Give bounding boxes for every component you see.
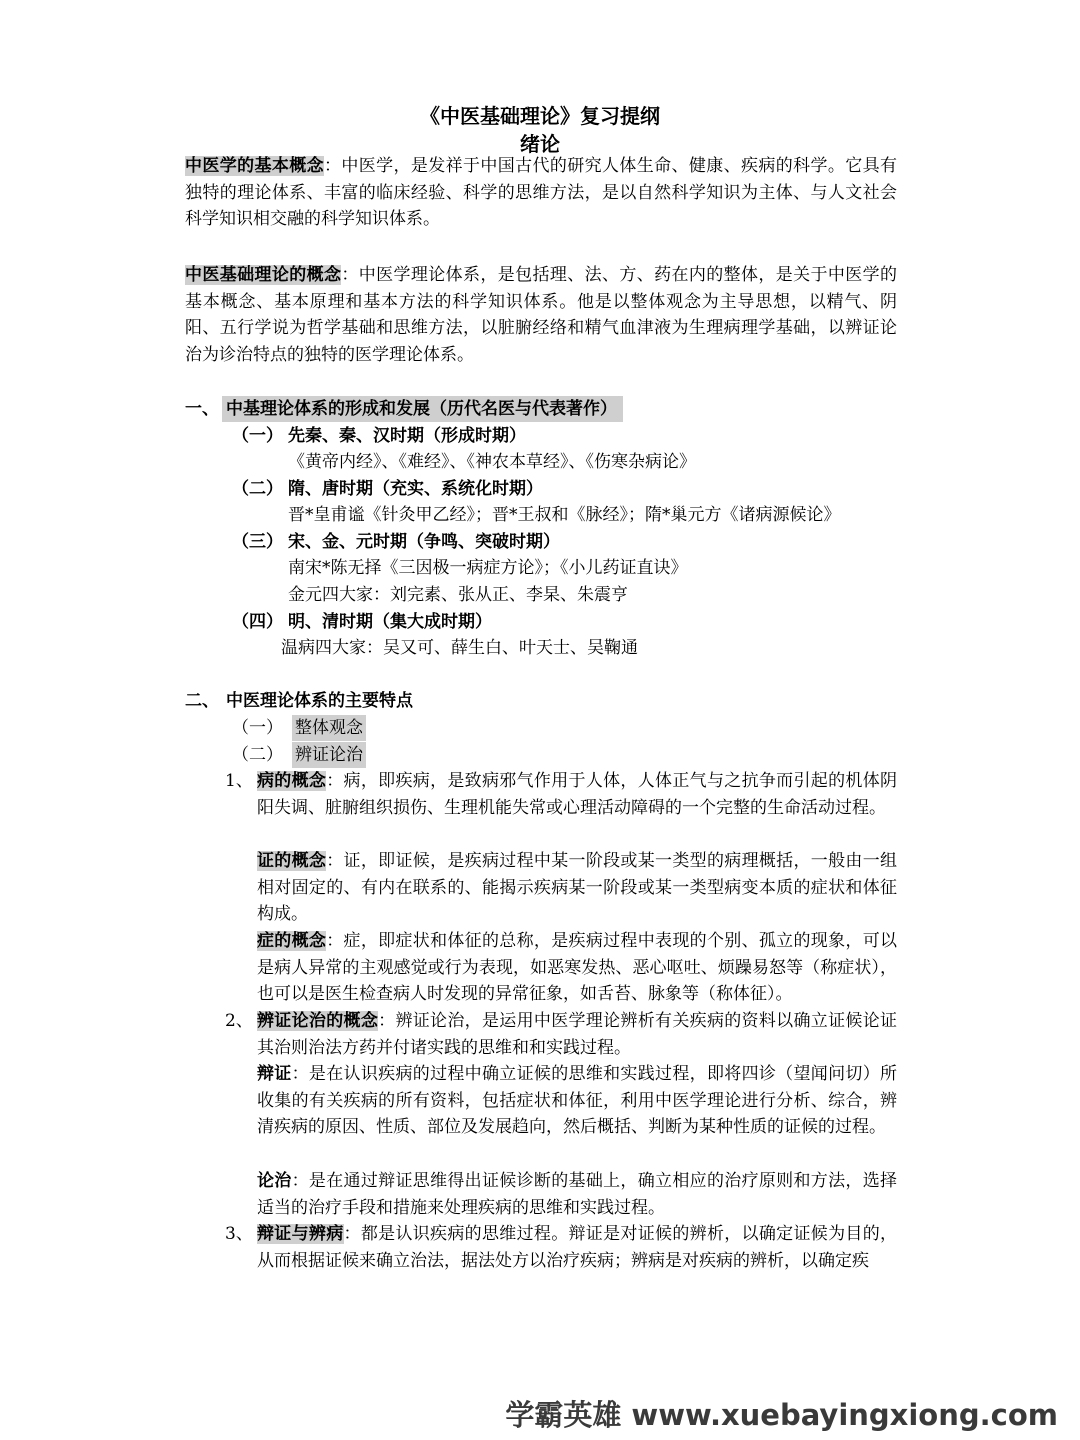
item-2-treatment [257, 1168, 897, 1221]
item-text: ：证，即证候，是疾病过程中某一阶段或某一类型的病理概括，一般由一组相对固定的、有内在联系的、能揭示疾病某一阶段或某一类型病变本质的症状和体征构成。 [257, 851, 898, 924]
doc-title: 《中医基础理论》复习提纲 [420, 104, 660, 128]
term-highlight: 中医学的基本概念 [185, 156, 324, 176]
subsection-1-3-title: 宋、金、元时期（争鸣、突破时期） [288, 532, 560, 552]
term-highlight: 中医基础理论的概念 [185, 265, 342, 285]
item-2-number: 2、 [225, 1011, 253, 1031]
item-2-differentiation [257, 1061, 897, 1141]
subsection-1-4-text: 温病四大家：吴又可、薛生白、叶天士、吴鞠通 [281, 638, 638, 658]
term-bold: 辩证 [257, 1064, 292, 1084]
item-text: ：是在通过辩证思维得出证候诊断的基础上，确立相应的治疗原则和方法，选择适当的治疗手段和措施来处理疾病的思维和实践过程。 [257, 1171, 898, 1218]
subsection-2-1-title: 整体观念 [292, 715, 366, 741]
item-1-number: 1、 [225, 771, 253, 791]
item-1-symptom-concept [257, 928, 897, 1008]
term-highlight: 症的概念 [257, 931, 327, 951]
subsection-1-2-text: 晋*皇甫谧《针灸甲乙经》；晋*王叔和《脉经》；隋*巢元方《诸病源候论》 [288, 505, 841, 525]
subsection-1-2-title: 隋、唐时期（充实、系统化时期） [288, 479, 543, 499]
item-text: ：都是认识疾病的思维过程。辩证是对证候的辨析，以确定证候为目的，从而根据证候来确立治法，据法处方以治疗疾病；辨病是对疾病的辨析，以确定疾 [257, 1224, 898, 1271]
section-2-title: 中医理论体系的主要特点 [226, 691, 413, 711]
term-highlight: 证的概念 [257, 851, 327, 871]
item-2-differentiation-concept [257, 1008, 897, 1061]
term-highlight: 辨证论治的概念 [257, 1011, 379, 1031]
item-1-syndrome-concept [257, 848, 897, 928]
subsection-1-1-title: 先秦、秦、汉时期（形成时期） [288, 426, 526, 446]
subsection-2-2-title: 辨证论治 [292, 742, 366, 768]
item-3-number: 3、 [225, 1224, 253, 1244]
subsection-1-4-number: （四） [232, 612, 283, 632]
section-1-title: 中基理论体系的形成和发展（历代名医与代表著作） [222, 396, 623, 422]
section-2-number: 二、 [185, 691, 219, 711]
term-bold: 论治 [257, 1171, 292, 1191]
doc-subtitle: 绪论 [520, 132, 560, 156]
watermark: 学霸英雄 www.xuebayingxiong.com [505, 1398, 1058, 1432]
paragraph-basic-concept [185, 153, 897, 233]
item-3-differentiation-vs-disease [257, 1221, 897, 1274]
item-text: ：症，即症状和体征的总称，是疾病过程中表现的个别、孤立的现象，可以是病人异常的主观感觉或行为表现，如恶寒发热、恶心呕吐、烦躁易怒等（称症状），也可以是医生检查病人时发现的异常征象，如舌苔、脉象等（称体征）。 [257, 931, 898, 1004]
term-highlight: 病的概念 [257, 771, 327, 791]
subsection-1-2-number: （二） [232, 479, 283, 499]
section-1-number: 一、 [185, 399, 219, 419]
subsection-1-4-title: 明、清时期（集大成时期） [288, 612, 492, 632]
subsection-1-3-number: （三） [232, 532, 283, 552]
item-text: ：是在认识疾病的过程中确立证候的思维和实践过程，即将四诊（望闻问切）所收集的有关疾病的所有资料，包括症状和体征，利用中医学理论进行分析、综合，辨清疾病的原因、性质、部位及发展趋向，然后概括、判断为某种性质的证候的过程。 [257, 1064, 898, 1137]
item-text: ：病，即疾病，是致病邪气作用于人体，人体正气与之抗争而引起的机体阴阳失调、脏腑组织损伤、生理机能失常或心理活动障碍的一个完整的生命活动过程。 [257, 771, 898, 818]
subsection-2-2-number: （二） [232, 745, 283, 765]
item-1-disease-concept [257, 768, 897, 821]
subsection-2-1-number: （一） [232, 718, 283, 738]
subsection-1-1-text: 《黄帝内经》、《难经》、《神农本草经》、《伤寒杂病论》 [288, 452, 696, 472]
paragraph-text: ：中医学理论体系，是包括理、法、方、药在内的整体，是关于中医学的基本概念、基本原理和基本方法的科学知识体系。他是以整体观念为主导思想，以精气、阴阳、五行学说为哲学基础和思维方法，以脏腑经络和精气血津液为生理病理学基础，以辨证论治为诊治特点的独特的医学理论体系。 [185, 265, 897, 365]
paragraph-text: ：中医学，是发祥于中国古代的研究人体生命、健康、疾病的科学。它具有独特的理论体系、丰富的临床经验、科学的思维方法，是以自然科学知识为主体、与人文社会科学知识相交融的科学知识体系。 [185, 156, 897, 229]
item-text: ：辨证论治，是运用中医学理论辨析有关疾病的资料以确立证候论证其治则治法方药并付诸实践的思维和和实践过程。 [257, 1011, 898, 1058]
subsection-1-1-number: （一） [232, 426, 283, 446]
subsection-1-3-text-1: 南宋*陈无择《三因极一病症方论》；《小儿药证直诀》 [288, 558, 688, 578]
paragraph-theory-concept [185, 262, 897, 368]
term-highlight: 辩证与辨病 [257, 1224, 344, 1244]
subsection-1-3-text-2: 金元四大家：刘完素、张从正、李杲、朱震亨 [288, 585, 628, 605]
